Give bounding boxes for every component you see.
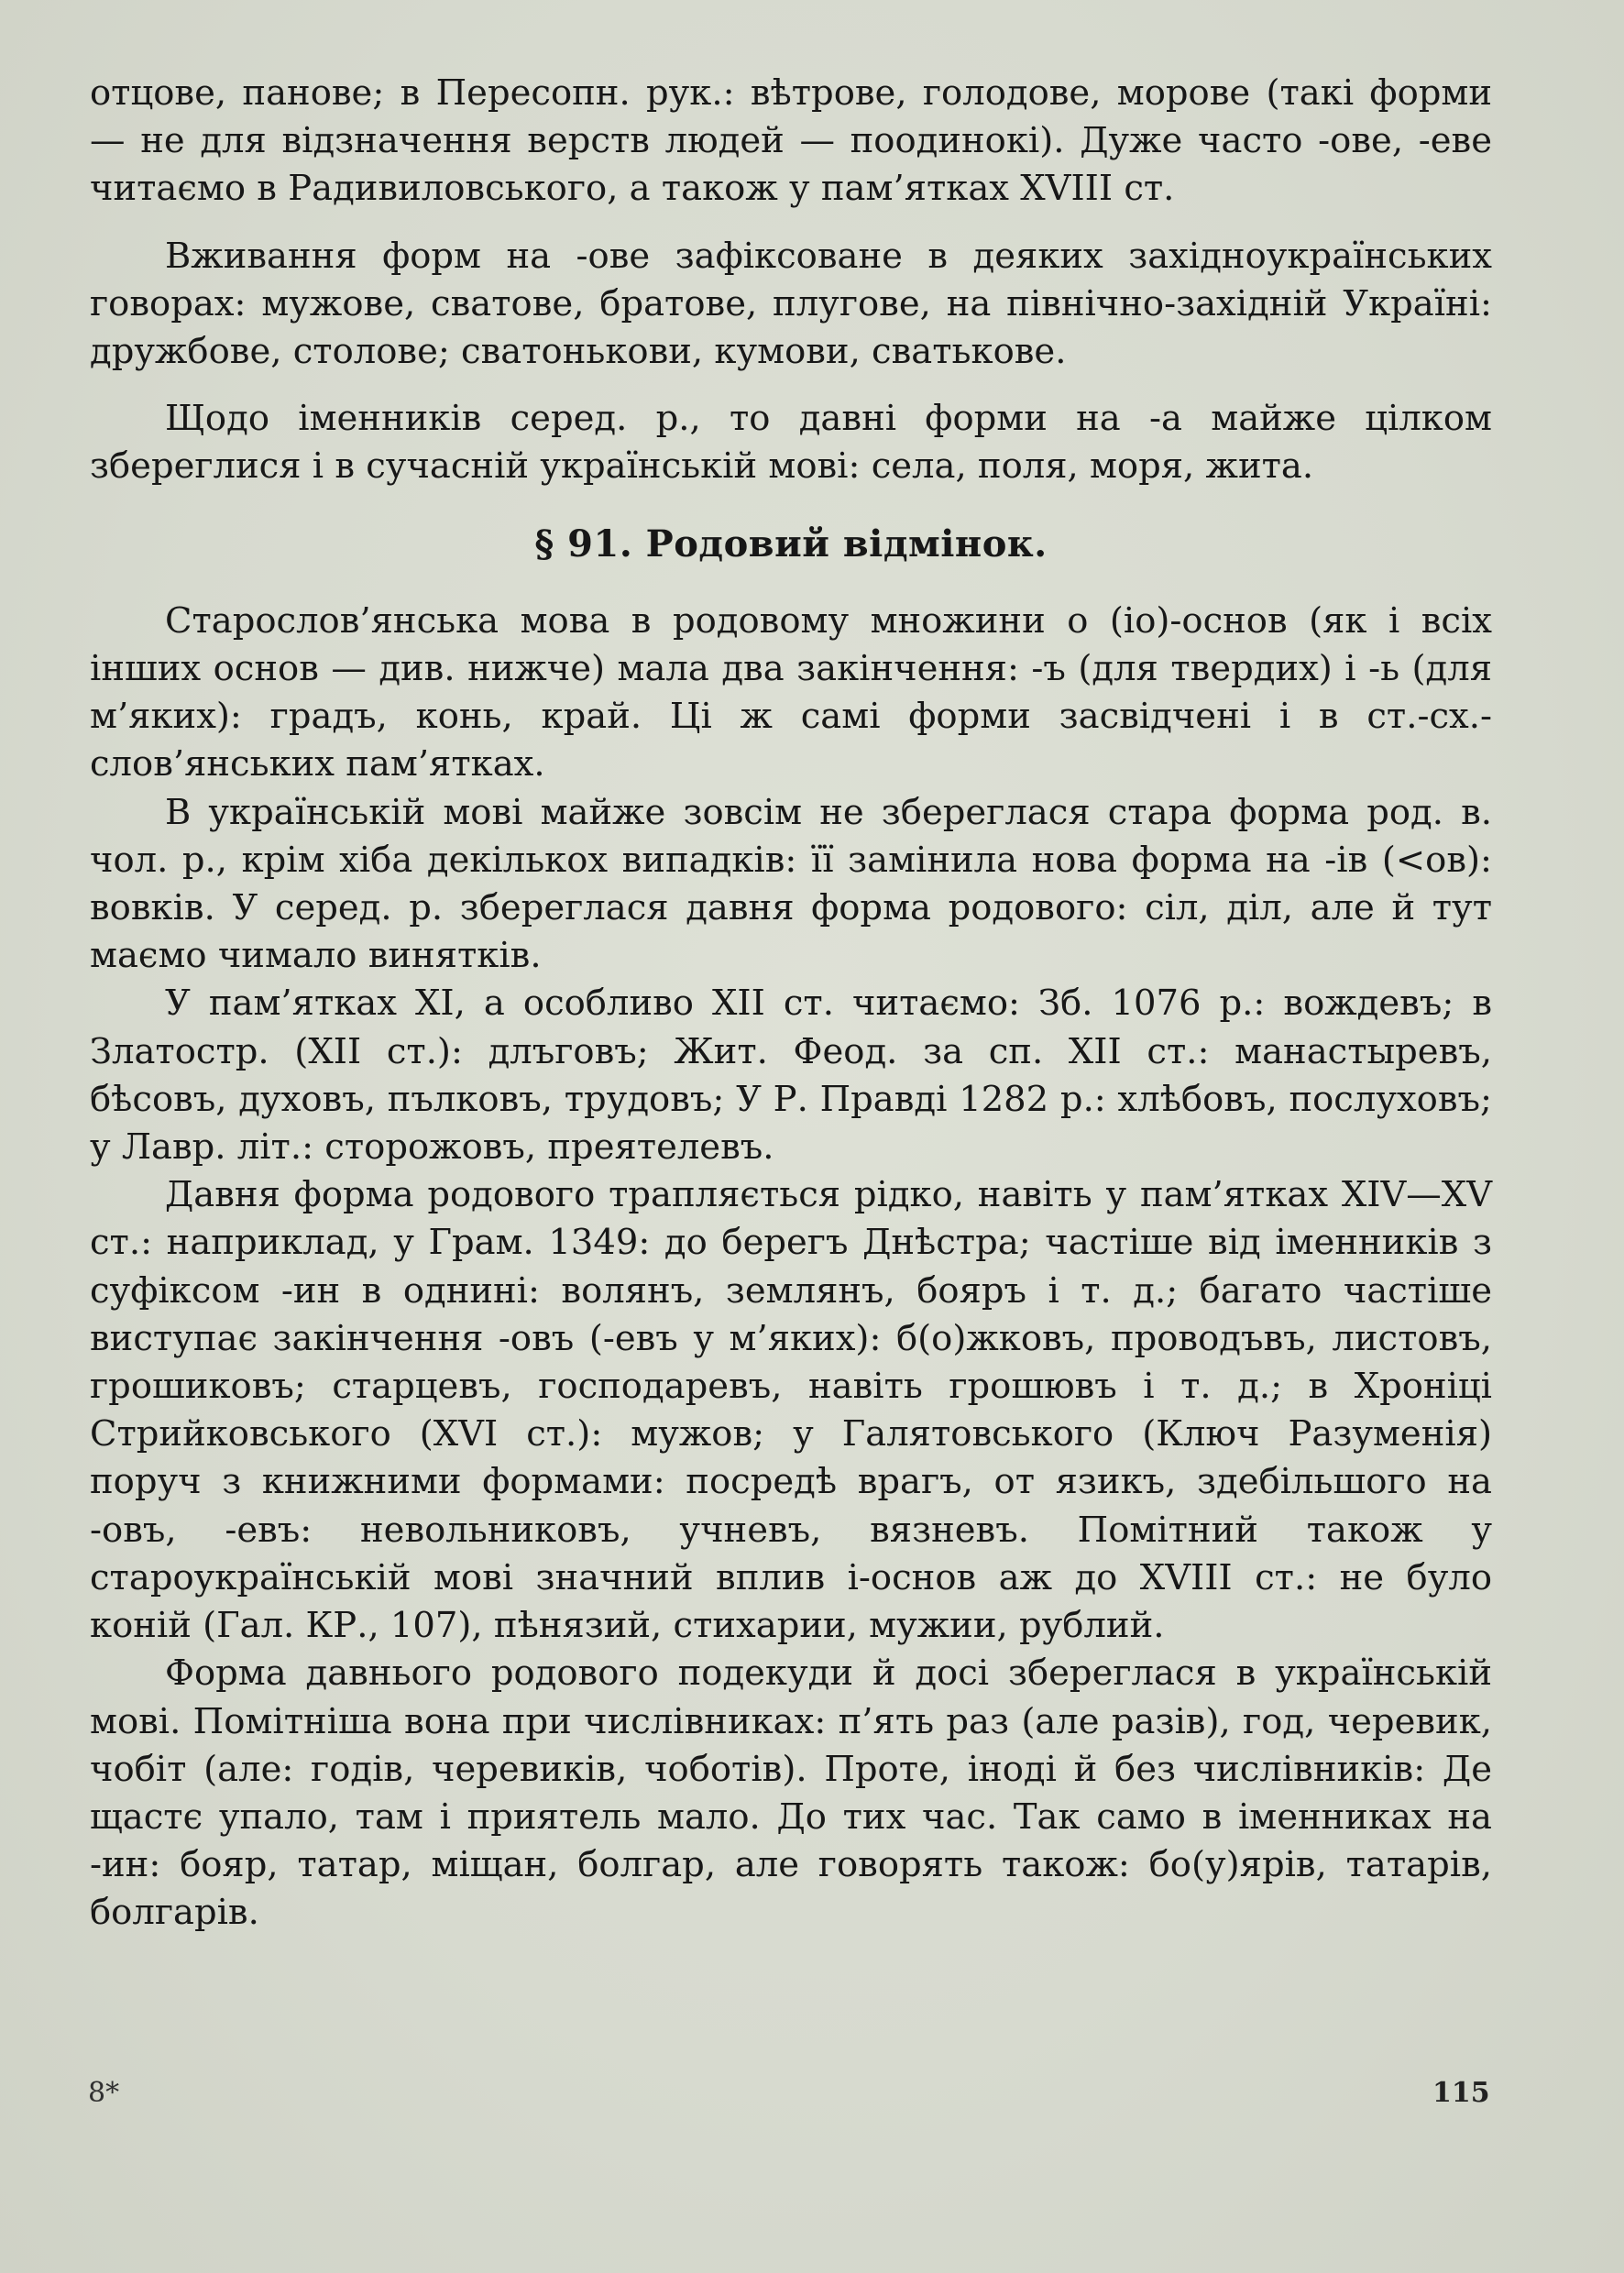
paragraph-6: У пам’ятках XI, а особливо XII ст. читаємо: Зб. 1076 р.: вождевъ; в Златостр. (XII ст.): длъговъ; Жит. Феод. за сп. XII ст.: манастыревъ, бѣсовъ, духовъ, пълковъ, трудовъ; У Р. Правді 1282 р.: хлѣбовъ, послуховъ; у Лавр. літ.: сторожовъ, преятелевъ.: [90, 983, 1492, 1169]
paragraph-4: Старослов’янська мова в родовому множини о (іо)-основ (як і всіх інших основ — див. нижче) мала два закінчення: -ъ (для твердих) і -ь (для м’яких): градъ, конь, край. Ці ж самі форми засвідчені і в ст.-сх.-слов’янських пам’ятках.: [90, 599, 1492, 785]
paragraph-2: Вживання форм на -ове зафіксоване в деяких західноукраїнських говорах: мужове, сватове, братове, плугове, на північно-західній Україні: дружбове, столове; сватонькови, кумови, сватькове.: [90, 235, 1492, 373]
paragraph-3: Щодо іменників серед. р., то давні форми на -а майже цілком збереглися і в сучасній українській мові: села, поля, моря, жита.: [90, 398, 1492, 488]
paragraph-1: отцове, панове; в Пересопн. рук.: вѣтрове, голодове, морове (такі форми — не для відзначення верств людей — поодинокі). Дуже часто -ове, -еве читаємо в Радивиловського, а також у пам’ятках XVIII ст.: [90, 72, 1492, 210]
page-number: 115: [1432, 2077, 1490, 2109]
section-heading: § 91. Родовий відмінок.: [534, 522, 1048, 566]
paragraph-7: Давня форма родового трапляється рідко, навіть у пам’ятках XIV—XV ст.: наприклад, у Грам. 1349: до берегъ Днѣстра; частіше від іменників з суфіксом -ин в однині: волянъ, землянъ, бояръ і т. д.; багато частіше виступає закінчення -овъ (-евъ у м’яких): б(о)жковъ, проводъвъ, листовъ, грошиковъ; старцевъ, господаревъ, навіть грошювъ і т. д.; в Хроніці Стрийковського (XVI ст.): мужов; у Галятовського (Ключ Разуменія) поруч з книжними формами: посредѣ врагъ, от язикъ, здебільшого на -овъ, -евъ: невольниковъ, учневъ, вязневъ. Помітний також у староукраїнській мові значний вплив і-основ аж до XVIII ст.: не було коній (Гал. КР., 107), пѣнязий, стихарии, мужии, рублий.: [90, 1174, 1492, 1647]
paragraph-8: Форма давнього родового подекуди й досі збереглася в українській мові. Помітніша вона при числівниках: п’ять раз (але разів), год, черевик, чобіт (але: годів, черевиків, чоботів). Проте, іноді й без числівників: Де щастє упало, там і приятель мало. До тих час. Так само в іменниках на -ин: бояр, татар, міщан, болгар, але говорять також: бо(у)ярів, татарів, болгарів.: [90, 1653, 1492, 1934]
printer-signature: 8*: [88, 2077, 120, 2109]
text-block: [90, 70, 1492, 1938]
paragraph-5: В українській мові майже зовсім не збереглася стара форма род. в. чол. р., крім хіба декількох випадків: її замінила нова форма на -ів (<ов): вовків. У серед. р. збереглася давня форма родового: сіл, діл, але й тут маємо чимало винятків.: [90, 791, 1492, 977]
